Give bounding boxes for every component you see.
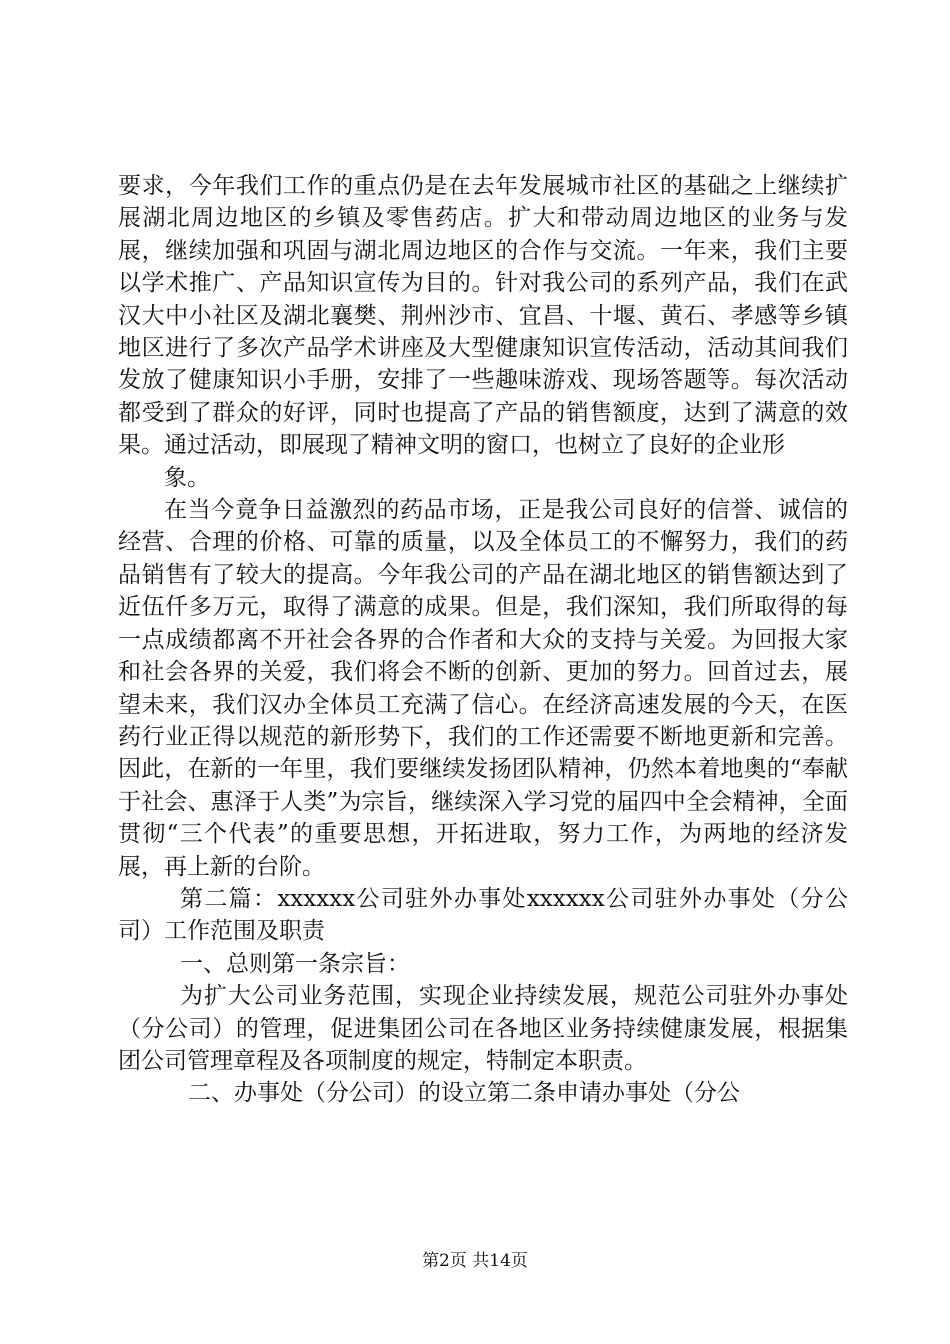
paragraph-continuation: 要求，今年我们工作的重点仍是在去年发展城市社区的基础之上继续扩展湖北周边地区的乡镇及零售药店。扩大和带动周边地区的业务与发展，继续加强和巩固与湖北周边地区的合作与交流。一年来，我们主要以学术推广、产品知识宣传为目的。针对我公司的系列产品，我们在武汉大中小社区及湖北襄樊、荆州沙市、宜昌、十堰、黄石、孝感等乡镇地区进行了多次产品学术讲座及大型健康知识宣传活动，活动其间我们发放了健康知识小手册，安排了一些趣味游戏、现场答题等。每次活动都受到了群众的好评，同时也提高了产品的销售额度，达到了满意的效果。通过活动，即展现了精神文明的窗口，也树立了良好的企业形 [118, 173, 848, 459]
document-body [118, 170, 848, 1110]
paragraph-market: 在当今竟争日益激烈的药品市场，正是我公司良好的信誉、诚信的经营、合理的价格、可靠的质量，以及全体员工的不懈努力，我们的药品销售有了较大的提高。今年我公司的产品在湖北地区的销售额达到了近伍仟多万元，取得了满意的成果。但是，我们深知，我们所取得的每一点成绩都离不开社会各界的合作者和大众的支持与关爱。为回报大家和社会各界的关爱，我们将会不断的创新、更加的努力。回首过去，展望未来，我们汉办全体员工充满了信心。在经济高速发展的今天，在医药行业正得以规范的新形势下，我们的工作还需要不断地更新和完善。因此，在新的一年里，我们要继续发扬团队精神，仍然本着地奥的“奉献于社会、惠泽于人类”为宗旨，继续深入学习党的届四中全会精神，全面贯彻“三个代表”的重要思想，开拓进取，努力工作，为两地的经济发展，再上新的台阶。 [118, 497, 848, 880]
paragraph-establishment: 二、办事处（分公司）的设立第二条申请办事处（分公 [188, 1080, 740, 1107]
article-heading: 一、总则第一条宗旨： [180, 950, 410, 977]
paragraph-fragment: 象。 [164, 464, 210, 491]
section-heading: 第二篇：xxxxxx公司驻外办事处xxxxxx公司驻外办事处（分公司）工作范围及职责 [118, 885, 848, 945]
page-footer: 第2页 共14页 [422, 1251, 528, 1271]
paragraph-purpose: 为扩大公司业务范围，实现企业持续发展，规范公司驻外办事处（分公司）的管理，促进集团公司在各地区业务持续健康发展，根据集团公司管理章程及各项制度的规定，特制定本职责。 [118, 983, 848, 1074]
